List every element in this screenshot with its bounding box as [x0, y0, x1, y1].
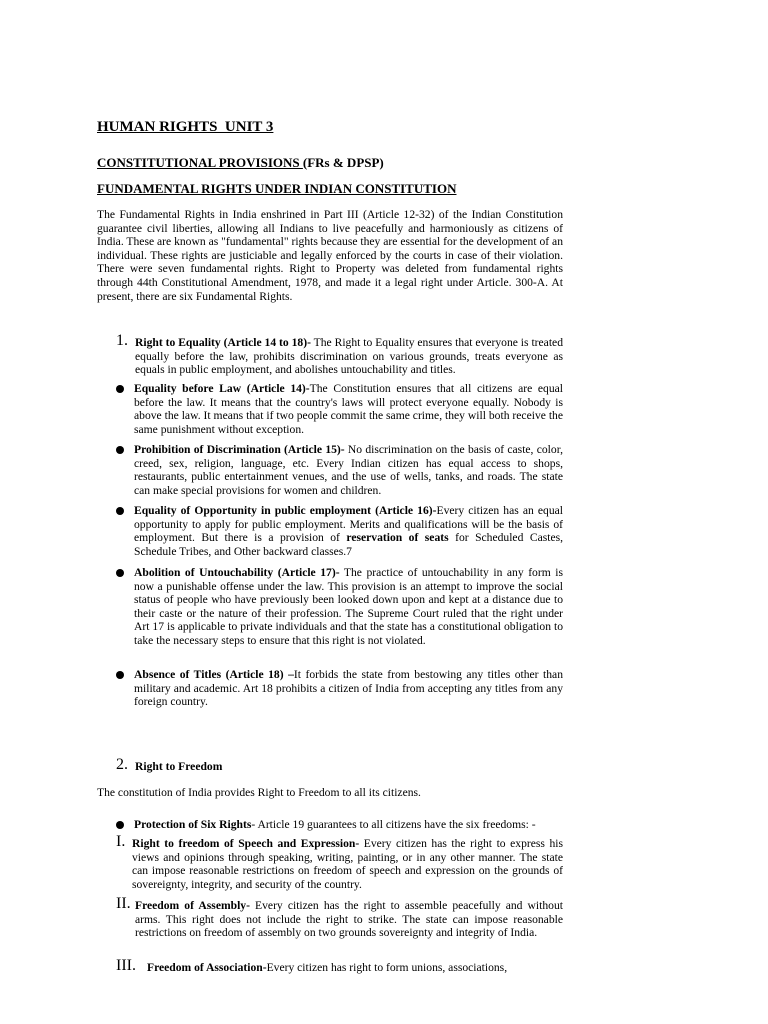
heading-rest-part: (FRs & DPSP) [302, 155, 384, 170]
bullet-title: Equality before Law (Article 14)- [134, 382, 310, 395]
roman-text [132, 837, 563, 891]
item-title: Right to Freedom [135, 760, 223, 773]
roman-numeral: II. [116, 895, 131, 912]
bullet-prohibition-of-discrimination [116, 443, 563, 497]
item-text [135, 336, 563, 377]
bullet-text [134, 504, 563, 558]
bullet-title: Absence of Titles (Article 18) – [134, 668, 294, 681]
roman-text [135, 899, 563, 940]
document-title: HUMAN RIGHTS UNIT 3 [97, 119, 274, 135]
bullet-body: The Constitution ensures that all citizens are equal before the law. It means that the country's laws will protect everyone equally. Nobody is above the law. It means that if two people commit the same crime, they will both receive the same punishment without exception. [134, 382, 563, 436]
roman-item-speech-and-expression [116, 833, 563, 891]
numbered-item-right-to-equality [116, 332, 563, 377]
fundamental-rights-heading-text: FUNDAMENTAL RIGHTS UNDER INDIAN CONSTITUTION [97, 181, 457, 196]
bullet-text [134, 818, 563, 832]
fundamental-rights-heading [97, 181, 456, 197]
numbered-item-right-to-freedom [116, 756, 563, 774]
roman-item-freedom-of-association [116, 957, 563, 975]
bullet-body: No discrimination on the basis of caste, color, creed, sex, religion, language, etc. Every Indian citizen has equal access to shops, restaurants, public entertainment venues, and the use of wells, tanks, and roads. The state can make special provisions for women and children. [134, 443, 563, 497]
heading-underlined-part: CONSTITUTIONAL PROVISIONS [97, 155, 303, 170]
bullet-body: - Article 19 guarantees to all citizens have the six freedoms: - [251, 818, 536, 831]
bullet-equality-of-opportunity [116, 504, 563, 558]
bullet-dot-icon [116, 569, 124, 577]
constitutional-provisions-heading [97, 155, 384, 171]
roman-title: Freedom of Association- [147, 961, 267, 974]
bullet-dot-icon [116, 671, 124, 679]
bullet-body: The practice of untouchability in any form is now a punishable offense under the law. This provision is an attempt to improve the social status of people who have previously been looked down upon and kept at a distance due to their caste or the nature of their profession. The Supreme Court ruled that the right under Art 17 is applicable to private individuals and that the state has a constitutional obligation to take the necessary steps to ensure that this right is not violated. [134, 566, 563, 647]
item-text [135, 760, 563, 774]
bullet-title: Equality of Opportunity in public employment (Article 16)- [134, 504, 437, 517]
roman-item-freedom-of-assembly [116, 895, 563, 940]
bullet-bold-phrase: reservation of seats [346, 531, 449, 545]
item-number: 2. [116, 756, 128, 773]
bullet-dot-icon [116, 821, 124, 829]
bullet-dot-icon [116, 446, 124, 454]
bullet-equality-before-law [116, 382, 563, 436]
bullet-body-continued: for Scheduled Castes, Schedule Tribes, and Other backward classes.7 [134, 531, 564, 558]
bullet-text [134, 566, 563, 648]
bullet-abolition-of-untouchability [116, 566, 563, 648]
roman-numeral: III. [116, 957, 136, 974]
item-body: The Right to Equality ensures that everyone is treated equally before the law, prohibits discrimination on various grounds, treats everyone as equals in public employment, and abolishes untouchability and titles. [135, 336, 563, 377]
bullet-protection-of-six-rights [116, 818, 563, 832]
bullet-absence-of-titles [116, 668, 563, 709]
freedom-intro-paragraph: The constitution of India provides Right to Freedom to all its citizens. [97, 786, 421, 799]
roman-title: Freedom of Assembly- [135, 899, 250, 912]
roman-text [147, 961, 563, 975]
roman-body: Every citizen has right to form unions, associations, [266, 961, 508, 974]
bullet-text [134, 382, 563, 436]
bullet-dot-icon [116, 507, 124, 515]
roman-numeral: I. [116, 833, 126, 850]
bullet-body: It forbids the state from bestowing any titles other than military and academic. Art 18 prohibits a citizen of India from accepting any titles from any foreign country. [134, 668, 563, 709]
bullet-text [134, 668, 563, 709]
bullet-title: Abolition of Untouchability (Article 17)- [134, 566, 340, 579]
intro-paragraph: The Fundamental Rights in India enshrined in Part III (Article 12-32) of the Indian Constitution guarantee civil liberties, allowing all Indians to live peacefully and harmoniously as citizens of India. These are known as "fundamental" rights because they are essential for the development of an individual. These rights are justiciable and legally enforced by the courts in case of their violation. There were seven fundamental rights. Right to Property was deleted from fundamental rights through 44th Constitutional Amendment, 1978, and made it a legal right under Article. 300-A. At present, there are six Fundamental Rights. [97, 208, 563, 303]
bullet-title: Prohibition of Discrimination (Article 15)- [134, 443, 345, 456]
item-title: Right to Equality (Article 14 to 18)- [135, 336, 311, 349]
bullet-body: Every citizen has an equal opportunity to apply for public employment. Merits and qualifications will be the basis of employment. But there is a provision of [134, 504, 563, 545]
bullet-title: Protection of Six Rights [134, 818, 252, 831]
bullet-dot-icon [116, 385, 124, 393]
roman-title: Right to freedom of Speech and Expression- [132, 837, 360, 850]
item-number: 1. [116, 332, 128, 349]
roman-body: Every citizen has the right to assemble peacefully and without arms. This right does not include the right to strike. The state can impose reasonable restrictions on freedom of assembly on two grounds sovereignty and integrity of India. [135, 899, 563, 940]
bullet-text [134, 443, 563, 497]
roman-body: Every citizen has the right to express his views and opinions through speaking, writing, painting, or in any other manner. The state can impose reasonable restrictions on freedom of speech and expression on the grounds of sovereignty, integrity, and security of the country. [132, 837, 563, 891]
